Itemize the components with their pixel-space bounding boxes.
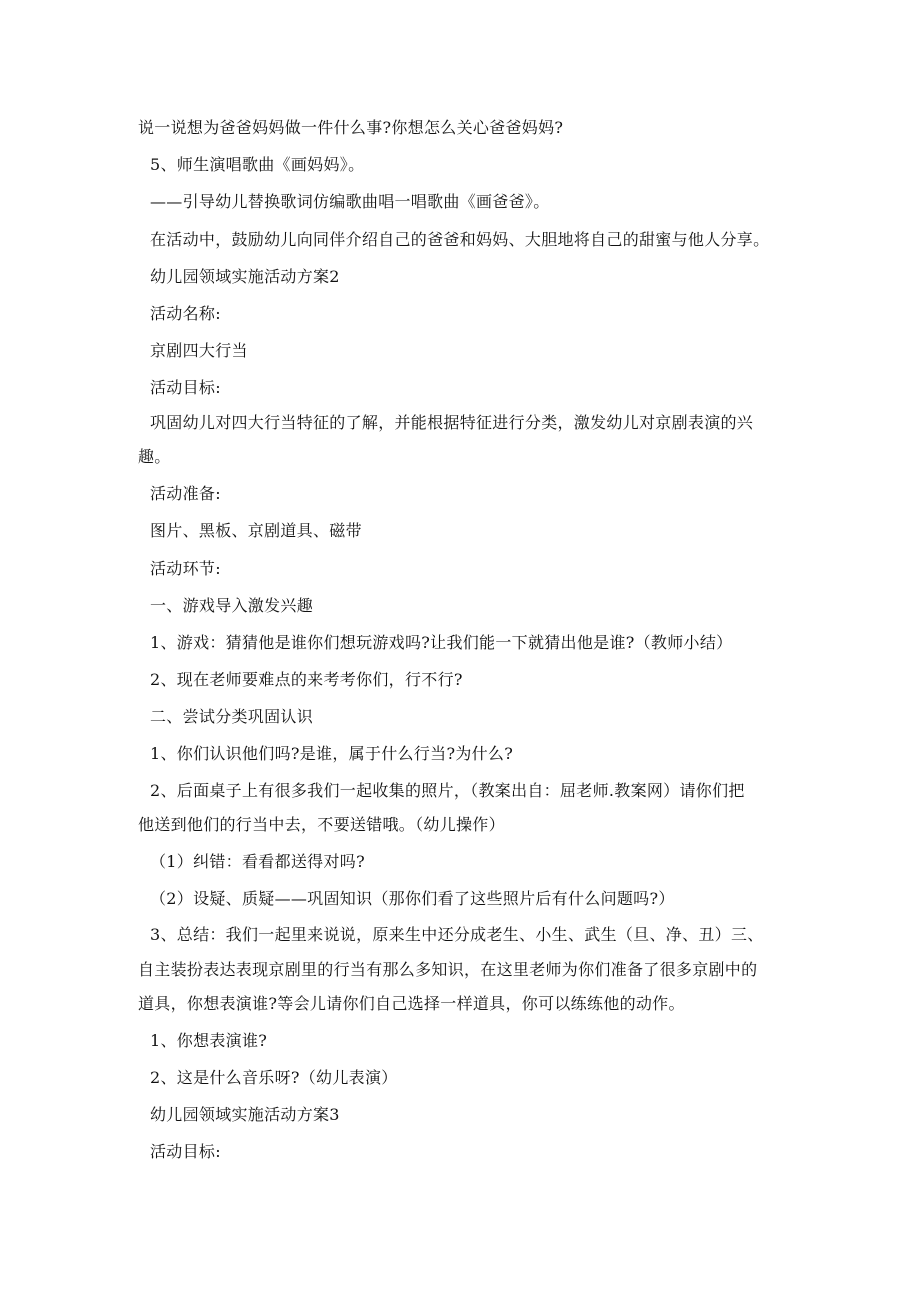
activity-prep-label: 活动准备: — [150, 484, 221, 503]
step-summary-line-2: 自主装扮表达表现京剧里的行当有那么多知识，在这里老师为你们准备了很多京剧中的 — [138, 960, 758, 979]
step-three-item-1: 1、你想表演谁? — [150, 1031, 268, 1050]
step-two-heading: 二、尝试分类巩固认识 — [150, 707, 314, 726]
activity-name-label: 活动名称: — [150, 304, 221, 323]
text-line-4: 在活动中，鼓励幼儿向同伴介绍自己的爸爸和妈妈、大胆地将自己的甜蜜与他人分享。 — [150, 230, 770, 249]
step-two-sub-item-2: （2）设疑、质疑——巩固知识（那你们看了这些照片后有什么问题吗?） — [150, 889, 675, 908]
text-line-3: ——引导幼儿替换歌词仿编歌曲唱一唱歌曲《画爸爸》。 — [150, 192, 550, 211]
step-one-item-1: 1、游戏：猜猜他是谁你们想玩游戏吗?让我们能一下就猜出他是谁?（教师小结） — [150, 633, 733, 652]
step-one-item-2: 2、现在老师要难点的来考考你们，行不行? — [150, 670, 463, 689]
step-summary-line-1: 3、总结：我们一起里来说说，原来生中还分成老生、小生、武生（旦、净、丑）三、 — [150, 925, 764, 944]
step-two-item-1: 1、你们认识他们吗?是谁，属于什么行当?为什么? — [150, 744, 514, 763]
activity-goal-label: 活动目标: — [150, 378, 221, 397]
activity-prep-value: 图片、黑板、京剧道具、磁带 — [150, 521, 362, 540]
section-3-goal-label: 活动目标: — [150, 1142, 221, 1161]
activity-name-value: 京剧四大行当 — [150, 341, 248, 360]
activity-goal-line-2: 趣。 — [138, 447, 171, 466]
step-one-heading: 一、游戏导入激发兴趣 — [150, 596, 314, 615]
activity-goal-line-1: 巩固幼儿对四大行当特征的了解，并能根据特征进行分类，激发幼儿对京剧表演的兴 — [150, 413, 754, 432]
text-line-2: 5、师生演唱歌曲《画妈妈》。 — [150, 155, 365, 174]
text-line-1: 说一说想为爸爸妈妈做一件什么事?你想怎么关心爸爸妈妈? — [138, 118, 564, 137]
step-three-item-2: 2、这是什么音乐呀?（幼儿表演） — [150, 1068, 398, 1087]
section-heading-3: 幼儿园领域实施活动方案3 — [150, 1105, 340, 1124]
step-summary-line-3: 道具，你想表演谁?等会儿请你们自己选择一样道具，你可以练练他的动作。 — [138, 994, 685, 1013]
step-two-item-2-line-1: 2、后面桌子上有很多我们一起收集的照片，（教案出自：屈老师.教案网）请你们把 — [150, 781, 745, 800]
section-heading-2: 幼儿园领域实施活动方案2 — [150, 267, 340, 286]
activity-steps-label: 活动环节: — [150, 559, 221, 578]
step-two-item-2-line-2: 他送到他们的行当中去，不要送错哦。（幼儿操作） — [138, 815, 505, 834]
step-two-sub-item-1: （1）纠错：看看都送得对吗? — [150, 852, 365, 871]
